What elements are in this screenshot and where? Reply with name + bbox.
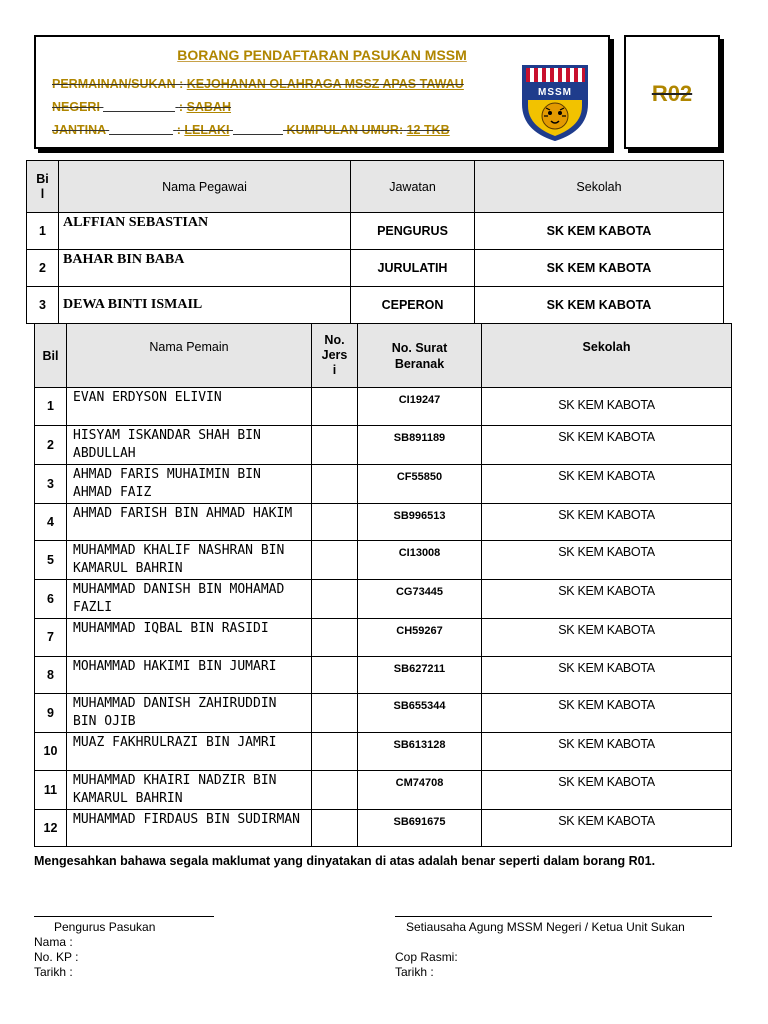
permainan-label: PERMAINAN/SUKAN : bbox=[52, 77, 184, 91]
officials-header-bil: Bi l bbox=[27, 161, 59, 213]
table-row bbox=[35, 809, 732, 847]
player-bil: 8 bbox=[35, 656, 67, 694]
player-bil: 12 bbox=[35, 809, 67, 847]
official-sekolah: SK KEM KABOTA bbox=[475, 287, 724, 324]
table-row bbox=[35, 733, 732, 771]
player-surat: CG73445 bbox=[358, 580, 482, 619]
player-surat: CF55850 bbox=[358, 464, 482, 503]
table-row bbox=[27, 213, 724, 250]
player-jersi bbox=[312, 733, 358, 771]
player-bil: 5 bbox=[35, 541, 67, 580]
table-row bbox=[27, 250, 724, 287]
jantina-line bbox=[52, 123, 450, 137]
player-sekolah: SK KEM KABOTA bbox=[482, 694, 732, 733]
player-surat: SB996513 bbox=[358, 503, 482, 541]
player-jersi bbox=[312, 388, 358, 426]
players-header-jersi: No. Jers i bbox=[312, 324, 358, 388]
player-name: MUAZ FAKHRULRAZI BIN JAMRI bbox=[67, 733, 312, 771]
form-title: BORANG PENDAFTARAN PASUKAN MSSM bbox=[177, 47, 467, 63]
left-tarikh-label: Tarikh : bbox=[34, 965, 73, 979]
player-rows bbox=[35, 388, 732, 847]
official-sekolah: SK KEM KABOTA bbox=[475, 213, 724, 250]
player-surat: CH59267 bbox=[358, 619, 482, 657]
official-name: DEWA BINTI ISMAIL bbox=[59, 287, 351, 324]
player-sekolah: SK KEM KABOTA bbox=[482, 619, 732, 657]
negeri-value: SABAH bbox=[186, 100, 232, 114]
player-surat: SB613128 bbox=[358, 733, 482, 771]
jantina-label: JANTINA bbox=[52, 123, 106, 137]
player-bil: 7 bbox=[35, 619, 67, 657]
table-row bbox=[35, 580, 732, 619]
official-bil: 2 bbox=[27, 250, 59, 287]
official-name: ALFFIAN SEBASTIAN bbox=[59, 213, 351, 250]
player-name: MUHAMMAD DANISH BIN MOHAMAD FAZLI bbox=[67, 580, 312, 619]
permainan-value: KEJOHANAN OLAHRAGA MSSZ APAS TAWAU bbox=[186, 77, 464, 91]
official-name: BAHAR BIN BABA bbox=[59, 250, 351, 287]
negeri-sep: : bbox=[178, 100, 184, 114]
players-header-bil: Bil bbox=[35, 324, 67, 388]
official-bil: 3 bbox=[27, 287, 59, 324]
player-surat: SB627211 bbox=[358, 656, 482, 694]
player-sekolah: SK KEM KABOTA bbox=[482, 809, 732, 847]
player-sekolah: SK KEM KABOTA bbox=[482, 388, 732, 426]
negeri-label: NEGERI bbox=[52, 100, 100, 114]
officials-header-row bbox=[27, 161, 724, 213]
official-jawatan: CEPERON bbox=[351, 287, 475, 324]
negeri-line bbox=[52, 100, 231, 114]
player-surat: CI13008 bbox=[358, 541, 482, 580]
confirmation-text: Mengesahkan bahawa segala maklumat yang dinyatakan di atas adalah benar seperti dalam borang R01. bbox=[34, 854, 656, 868]
players-header-surat: No. Surat Beranak bbox=[358, 324, 482, 388]
left-kp-label: No. KP : bbox=[34, 950, 79, 964]
officials-header-sekolah: Sekolah bbox=[475, 161, 724, 213]
player-jersi bbox=[312, 770, 358, 809]
permainan-line bbox=[52, 77, 464, 91]
table-row bbox=[35, 464, 732, 503]
players-header-row bbox=[35, 324, 732, 388]
table-row bbox=[27, 287, 724, 324]
official-sekolah: SK KEM KABOTA bbox=[475, 250, 724, 287]
player-name: HISYAM ISKANDAR SHAH BIN ABDULLAH bbox=[67, 425, 312, 464]
table-row bbox=[35, 770, 732, 809]
player-sekolah: SK KEM KABOTA bbox=[482, 656, 732, 694]
players-table bbox=[34, 323, 732, 847]
official-bil: 1 bbox=[27, 213, 59, 250]
table-row bbox=[35, 694, 732, 733]
player-name: EVAN ERDYSON ELIVIN bbox=[67, 388, 312, 426]
form-code-box bbox=[624, 35, 720, 149]
player-name: MUHAMMAD IQBAL BIN RASIDI bbox=[67, 619, 312, 657]
player-surat: SB891189 bbox=[358, 425, 482, 464]
player-bil: 6 bbox=[35, 580, 67, 619]
official-jawatan: JURULATIH bbox=[351, 250, 475, 287]
players-header-sekolah: Sekolah bbox=[482, 324, 732, 388]
player-sekolah: SK KEM KABOTA bbox=[482, 770, 732, 809]
officials-header-nama: Nama Pegawai bbox=[59, 161, 351, 213]
player-bil: 3 bbox=[35, 464, 67, 503]
kumpulan-value: 12 TKB bbox=[406, 123, 450, 137]
mssm-logo-icon bbox=[520, 64, 590, 142]
player-sekolah: SK KEM KABOTA bbox=[482, 425, 732, 464]
right-tarikh-label: Tarikh : bbox=[395, 965, 434, 979]
right-signature-title: Setiausaha Agung MSSM Negeri / Ketua Unit Sukan bbox=[406, 920, 685, 934]
form-code: R02 bbox=[651, 81, 693, 106]
player-name: MOHAMMAD HAKIMI BIN JUMARI bbox=[67, 656, 312, 694]
jantina-value: LELAKI bbox=[184, 123, 230, 137]
officials-table bbox=[26, 160, 724, 324]
player-name: MUHAMMAD FIRDAUS BIN SUDIRMAN bbox=[67, 809, 312, 847]
player-jersi bbox=[312, 619, 358, 657]
official-jawatan: PENGURUS bbox=[351, 213, 475, 250]
player-name: MUHAMMAD KHALIF NASHRAN BIN KAMARUL BAHRIN bbox=[67, 541, 312, 580]
player-sekolah: SK KEM KABOTA bbox=[482, 541, 732, 580]
player-bil: 11 bbox=[35, 770, 67, 809]
player-jersi bbox=[312, 464, 358, 503]
player-sekolah: SK KEM KABOTA bbox=[482, 733, 732, 771]
left-signature-line bbox=[34, 916, 214, 917]
officials-header-jawatan: Jawatan bbox=[351, 161, 475, 213]
table-row bbox=[35, 388, 732, 426]
kumpulan-filler bbox=[233, 127, 283, 135]
player-jersi bbox=[312, 656, 358, 694]
negeri-filler bbox=[103, 104, 175, 112]
player-surat: SB691675 bbox=[358, 809, 482, 847]
player-name: MUHAMMAD KHAIRI NADZIR BIN KAMARUL BAHRIN bbox=[67, 770, 312, 809]
player-jersi bbox=[312, 694, 358, 733]
player-sekolah: SK KEM KABOTA bbox=[482, 464, 732, 503]
player-bil: 4 bbox=[35, 503, 67, 541]
table-row bbox=[35, 541, 732, 580]
player-jersi bbox=[312, 503, 358, 541]
left-nama-label: Nama : bbox=[34, 935, 73, 949]
jantina-filler bbox=[109, 127, 173, 135]
right-signature-line bbox=[395, 916, 712, 917]
player-surat: CM74708 bbox=[358, 770, 482, 809]
player-jersi bbox=[312, 425, 358, 464]
player-jersi bbox=[312, 809, 358, 847]
player-surat: CI19247 bbox=[358, 388, 482, 426]
player-name: AHMAD FARISH BIN AHMAD HAKIM bbox=[67, 503, 312, 541]
jantina-sep: : bbox=[176, 123, 181, 137]
table-row bbox=[35, 503, 732, 541]
player-bil: 10 bbox=[35, 733, 67, 771]
player-sekolah: SK KEM KABOTA bbox=[482, 503, 732, 541]
player-sekolah: SK KEM KABOTA bbox=[482, 580, 732, 619]
player-name: MUHAMMAD DANISH ZAHIRUDDIN BIN OJIB bbox=[67, 694, 312, 733]
kumpulan-label: KUMPULAN UMUR: bbox=[286, 123, 404, 137]
players-header-nama: Nama Pemain bbox=[67, 324, 312, 388]
player-bil: 2 bbox=[35, 425, 67, 464]
logo-text: MSSM bbox=[538, 87, 572, 98]
table-row bbox=[35, 619, 732, 657]
left-signature-title: Pengurus Pasukan bbox=[54, 920, 156, 934]
player-jersi bbox=[312, 541, 358, 580]
player-bil: 9 bbox=[35, 694, 67, 733]
player-jersi bbox=[312, 580, 358, 619]
player-name: AHMAD FARIS MUHAIMIN BIN AHMAD FAIZ bbox=[67, 464, 312, 503]
table-row bbox=[35, 425, 732, 464]
right-cop-label: Cop Rasmi: bbox=[395, 950, 458, 964]
table-row bbox=[35, 656, 732, 694]
player-bil: 1 bbox=[35, 388, 67, 426]
player-surat: SB655344 bbox=[358, 694, 482, 733]
